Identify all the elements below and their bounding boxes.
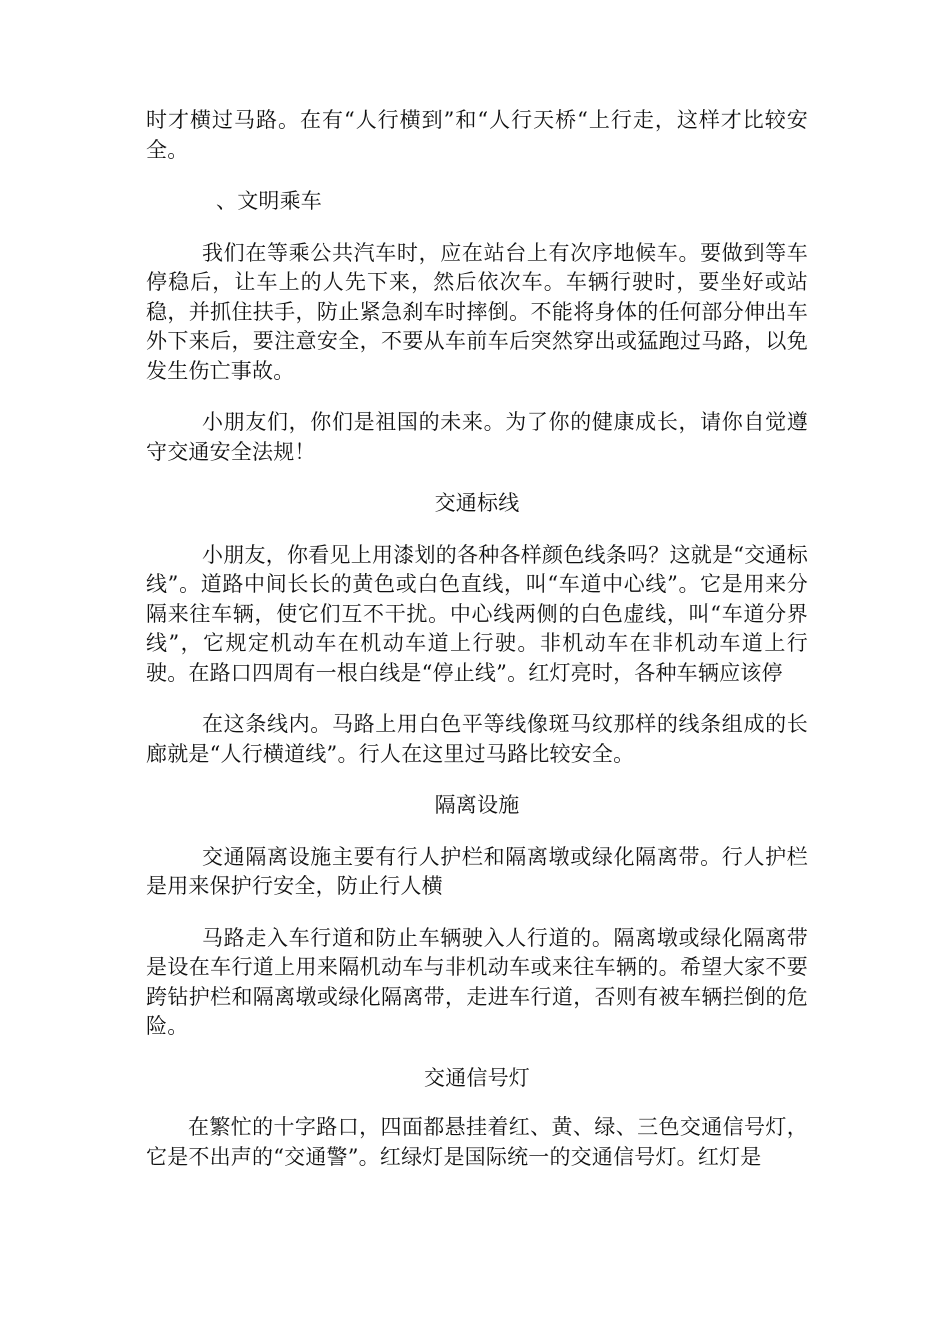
paragraph-isolation-intro: 交通隔离设施主要有行人护栏和隔离墩或绿化隔离带。行人护栏是用来保护行安全，防止行人横: [146, 844, 808, 898]
paragraph-traffic-lights: 在繁忙的十字路口，四面都悬挂着红、黄、绿、三色交通信号灯，它是不出声的“交通警”。红绿灯是国际统一的交通信号灯。红灯是: [146, 1115, 808, 1169]
section-heading-civilized-riding: 、文明乘车: [216, 189, 322, 213]
paragraph-isolation-detail: 马路走入车行道和防止车辆驶入人行道的。隔离墩或绿化隔离带是设在车行道上用来隔机动车与非机动车或来往车辆的。希望大家不要跨钻护栏和隔离墩或绿化隔离带，走进车行道，否则有被车辆拦倒的危险。: [146, 925, 808, 1038]
section-heading-traffic-lights: 交通信号灯: [424, 1065, 530, 1090]
document-page: [146, 106, 808, 1172]
section-heading-isolation-facilities: 隔离设施: [434, 793, 520, 817]
paragraph-crossing-safety: 时才横过马路。在有“人行横到”和“人行天桥“上行走，这样才比较安全。: [146, 108, 808, 162]
section-heading-road-markings: 交通标线: [434, 491, 520, 515]
paragraph-bus-riding: 我们在等乘公共汽车时，应在站台上有次序地候车。要做到等车停稳后，让车上的人先下来，然后依次车。车辆行驶时，要坐好或站稳，并抓住扶手，防止紧急刹车时摔倒。不能将身体的任何部分伸出车外下来后，要注意安全，不要从车前车后突然穿出或猛跑过马路，以免发生伤亡事故。: [146, 240, 808, 383]
paragraph-children-obey: 小朋友们，你们是祖国的未来。为了你的健康成长，请你自觉遵守交通安全法规！: [146, 410, 808, 464]
paragraph-road-markings: 小朋友，你看见上用漆划的各种各样颜色线条吗？这就是“交通标线”。道路中间长长的黄色或白色直线，叫“车道中心线”。它是用来分隔来往车辆，使它们互不干扰。中心线两侧的白色虚线，叫“车道分界线”，它规定机动车在机动车道上行驶。非机动车在非机动车道上行驶。在路口四周有一根白线是“停止线”。红灯亮时，各种车辆应该停: [146, 542, 808, 685]
paragraph-crosswalk: 在这条线内。马路上用白色平等线像斑马纹那样的线条组成的长廊就是“人行横道线”。行人在这里过马路比较安全。: [146, 712, 808, 766]
